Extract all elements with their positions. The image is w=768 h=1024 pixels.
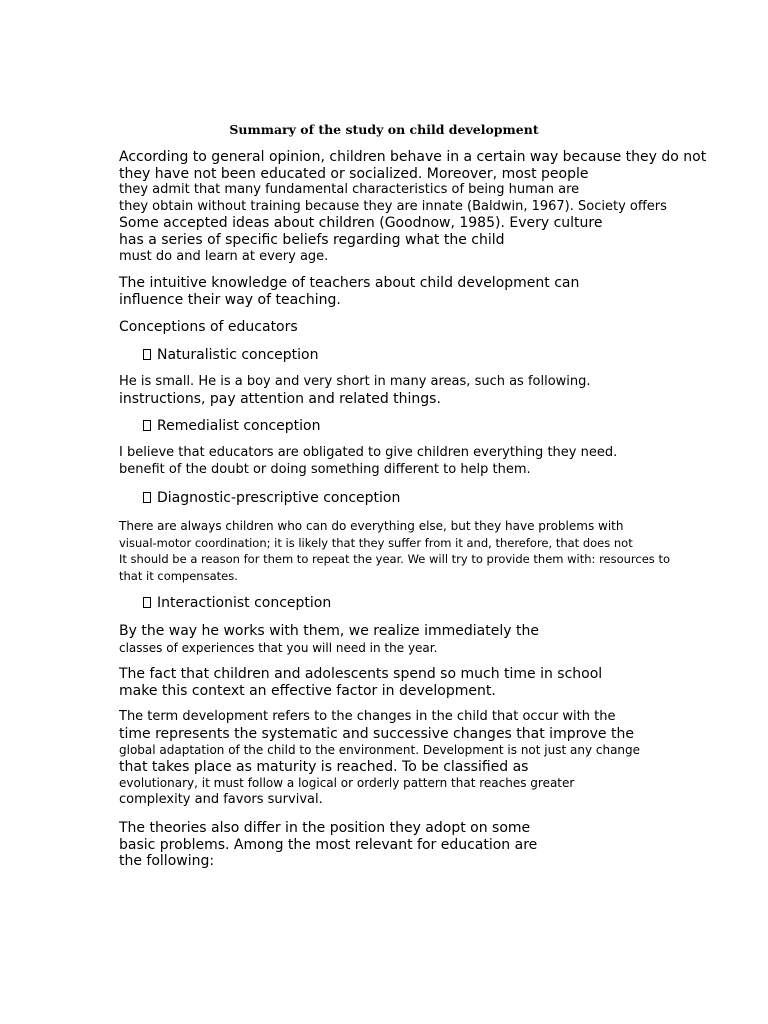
paragraph-theories — [119, 820, 537, 870]
text-line: By the way he works with them, we realize immediately the — [119, 623, 539, 639]
text-line: global adaptation of the child to the environment. Development is not just any change — [119, 743, 641, 758]
bullet-label: Diagnostic-prescriptive conception — [157, 490, 401, 506]
text-line: they have not been educated or socialized. Moreover, most people — [119, 165, 589, 182]
text-line: instructions, pay attention and related things. — [119, 390, 441, 407]
text-line: complexity and favors survival. — [119, 791, 323, 807]
text-line: According to general opinion, children behave in a certain way because they do not — [119, 149, 707, 165]
text-line: I believe that educators are obligated to give children everything they need. — [119, 445, 618, 460]
bullet-diagnostic-prescriptive — [143, 490, 400, 506]
text-line: visual-motor coordination; it is likely that they suffer from it and, therefore, that does not — [119, 535, 633, 550]
text-line: influence their way of teaching. — [119, 291, 341, 308]
paragraph-intro — [119, 149, 706, 265]
text-line: that takes place as maturity is reached. To be classified as — [119, 758, 529, 775]
bullet-icon — [143, 349, 151, 360]
text-line: The term development refers to the changes in the child that occur with the — [119, 709, 616, 724]
text-line: the following: — [119, 853, 215, 870]
text-line: The theories also differ in the position they adopt on some — [119, 820, 531, 836]
bullet-naturalistic — [143, 347, 319, 363]
text-line: There are always children who can do everything else, but they have problems with — [119, 519, 624, 533]
text-line: evolutionary, it must follow a logical or orderly pattern that reaches greater — [119, 776, 575, 791]
text-line: The intuitive knowledge of teachers about child development can — [119, 275, 580, 291]
text-line: they obtain without training because they are innate (Baldwin, 1967). Society offers — [119, 198, 667, 214]
bullet-label: Naturalistic conception — [157, 347, 319, 363]
bullet-label: Interactionist conception — [157, 595, 332, 611]
paragraph-school-context — [119, 666, 602, 699]
bullet-icon — [143, 597, 151, 608]
bullet-interactionist — [143, 595, 331, 611]
text-line: has a series of specific beliefs regarding what the child — [119, 231, 505, 248]
bullet-icon — [143, 420, 151, 431]
text-line: Some accepted ideas about children (Goodnow, 1985). Every culture — [119, 215, 603, 232]
text-line: He is small. He is a boy and very short in many areas, such as following. — [119, 374, 591, 389]
document-title: Summary of the study on child development — [229, 122, 539, 137]
text-line: time represents the systematic and successive changes that improve the — [119, 725, 634, 742]
text-line: that it compensates. — [119, 568, 238, 583]
text-line: classes of experiences that you will need in the year. — [119, 640, 438, 655]
paragraph-intuitive-knowledge — [119, 275, 579, 308]
text-line: they admit that many fundamental characteristics of being human are — [119, 182, 580, 198]
paragraph-remedialist — [119, 445, 617, 478]
text-line: basic problems. Among the most relevant for education are — [119, 836, 538, 853]
text-line: The fact that children and adolescents spend so much time in school — [119, 666, 603, 682]
paragraph-interactionist — [119, 623, 539, 656]
bullet-icon — [143, 492, 151, 503]
text-line: must do and learn at every age. — [119, 248, 329, 264]
bullet-label: Remedialist conception — [157, 418, 321, 434]
paragraph-development-definition — [119, 709, 640, 809]
text-line: benefit of the doubt or doing something different to help them. — [119, 461, 531, 477]
paragraph-diagnostic — [119, 518, 670, 584]
paragraph-naturalistic — [119, 374, 591, 407]
paragraph-conceptions — [119, 319, 298, 336]
text-line: Conceptions of educators — [119, 319, 298, 335]
text-line: make this context an effective factor in development. — [119, 682, 496, 699]
text-line: It should be a reason for them to repeat the year. We will try to provide them with: resources to — [119, 552, 670, 567]
bullet-remedialist — [143, 418, 320, 434]
